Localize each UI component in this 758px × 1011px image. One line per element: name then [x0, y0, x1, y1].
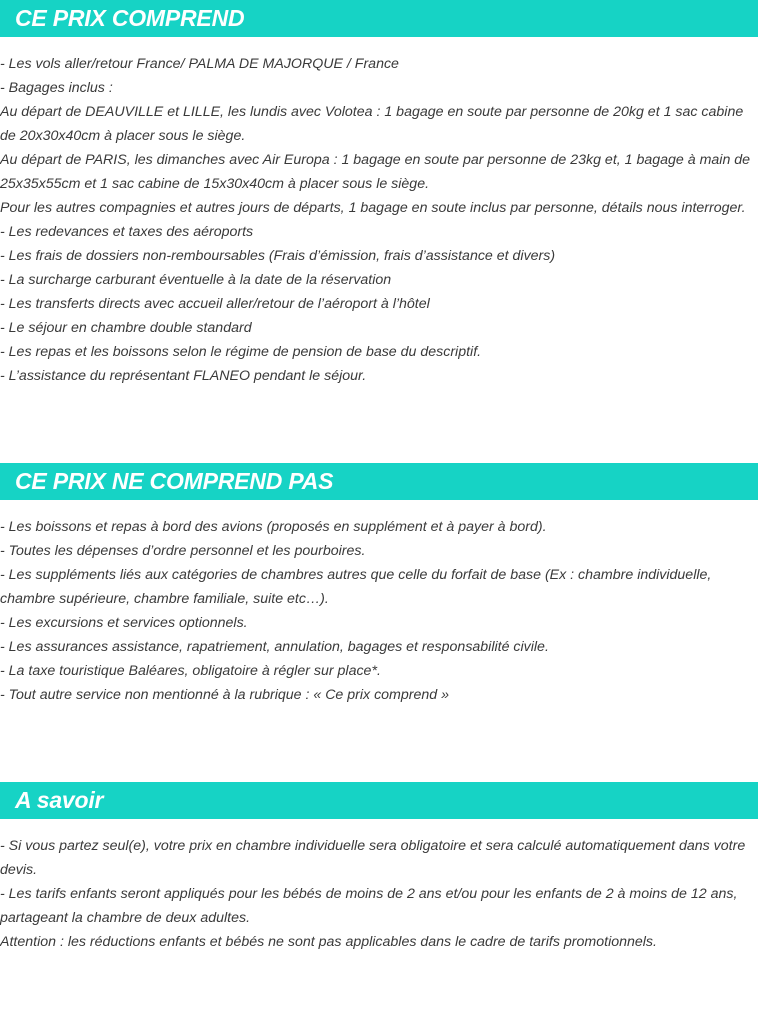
list-item: - Les vols aller/retour France/ PALMA DE MAJORQUE / France	[0, 56, 399, 72]
list-item: - Les tarifs enfants seront appliqués pour les bébés de moins de 2 ans et/ou pour les enfants de 2 à moins de 12 ans, partageant la chambre de deux adultes.	[0, 886, 738, 926]
section-heading: CE PRIX NE COMPREND PAS	[0, 463, 758, 500]
section-heading: A savoir	[0, 782, 758, 819]
list-item: - Les repas et les boissons selon le régime de pension de base du descriptif.	[0, 344, 482, 360]
list-item: - La taxe touristique Baléares, obligatoire à régler sur place*.	[0, 663, 381, 679]
list-item: Pour les autres compagnies et autres jours de départs, 1 bagage en soute inclus par personne, détails nous interroger.	[0, 200, 746, 216]
section-body	[0, 52, 758, 388]
list-item: - Les assurances assistance, rapatriement, annulation, bagages et responsabilité civile.	[0, 639, 549, 655]
list-item: - Tout autre service non mentionné à la rubrique : « Ce prix comprend »	[0, 687, 449, 703]
list-item: Attention : les réductions enfants et bébés ne sont pas applicables dans le cadre de tarifs promotionnels.	[0, 934, 657, 950]
section-body	[0, 834, 758, 954]
list-item: Au départ de PARIS, les dimanches avec Air Europa : 1 bagage en soute par personne de 23kg et, 1 bagage à main de 25x35x55cm et 1 sac cabine de 15x30x40cm à placer sous le siège.	[0, 152, 751, 192]
list-item: - Les excursions et services optionnels.	[0, 615, 248, 631]
list-item: Au départ de DEAUVILLE et LILLE, les lundis avec Volotea : 1 bagage en soute par personne de 20kg et 1 sac cabine de 20x30x40cm à placer sous le siège.	[0, 104, 744, 144]
list-item: - Le séjour en chambre double standard	[0, 320, 252, 336]
list-item: - Bagages inclus :	[0, 80, 113, 96]
list-item: - Les boissons et repas à bord des avions (proposés en supplément et à payer à bord).	[0, 519, 547, 535]
list-item: - Les suppléments liés aux catégories de chambres autres que celle du forfait de base (Ex : chambre individuelle, chambre supérieure, chambre familiale, suite etc…).	[0, 567, 712, 607]
list-item: - La surcharge carburant éventuelle à la date de la réservation	[0, 272, 392, 288]
section-body	[0, 515, 758, 707]
list-item: - L’assistance du représentant FLANEO pendant le séjour.	[0, 368, 367, 384]
list-item: - Si vous partez seul(e), votre prix en chambre individuelle sera obligatoire et sera calculé automatiquement dans votre devis.	[0, 838, 746, 878]
section-good-to-know	[0, 782, 758, 954]
section-not-included	[0, 463, 758, 707]
list-item: - Les frais de dossiers non-remboursables (Frais d’émission, frais d’assistance et divers)	[0, 248, 556, 264]
list-item: - Toutes les dépenses d’ordre personnel et les pourboires.	[0, 543, 366, 559]
section-included	[0, 0, 758, 388]
list-item: - Les transferts directs avec accueil aller/retour de l’aéroport à l’hôtel	[0, 296, 430, 312]
section-heading: CE PRIX COMPREND	[0, 0, 758, 37]
list-item: - Les redevances et taxes des aéroports	[0, 224, 254, 240]
